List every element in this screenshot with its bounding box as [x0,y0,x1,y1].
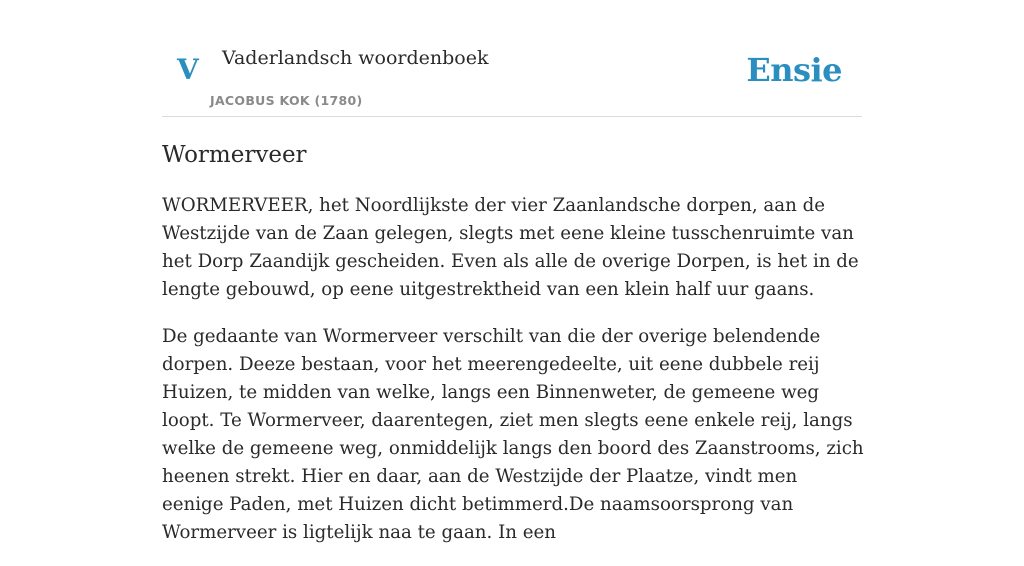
site-header [162,0,862,117]
entry-title: Wormerveer [162,142,307,168]
book-logo-icon[interactable]: V [177,53,199,86]
book-author: JACOBUS KOK (1780) [210,93,363,108]
entry-paragraph: De gedaante van Wormerveer verschilt van die der overige belendende dorpen. Deeze bestaan, voor het meerengedeelte, uit eene dubbele reij Huizen, te midden van welke, langs een Binnenweter, de gemeene weg loopt. Te Wormerveer, daarentegen, ziet men slegts eene enkele reij, langs welke de gemeene weg, onmiddelijk langs den boord des Zaanstrooms, zich heenen strekt. Hier en daar, aan de Westzijde der Plaatze, vindt men eenige Paden, met Huizen dicht betimmerd.De naamsoorsprong van Wormerveer is ligtelijk naa te gaan. In een [162,326,864,543]
ensie-logo[interactable]: Ensie [746,51,842,89]
entry-body [162,192,864,566]
book-title[interactable]: Vaderlandsch woordenboek [222,47,489,69]
entry-paragraph: WORMERVEER, het Noordlijkste der vier Zaanlandsche dorpen, aan de Westzijde van de Zaan gelegen, slegts met eene kleine tusschenruimte van het Dorp Zaandijk gescheiden. Even als alle de overige Dorpen, is het in de lengte gebouwd, op eene uitgestrektheid van een klein half uur gaans. [162,195,859,300]
